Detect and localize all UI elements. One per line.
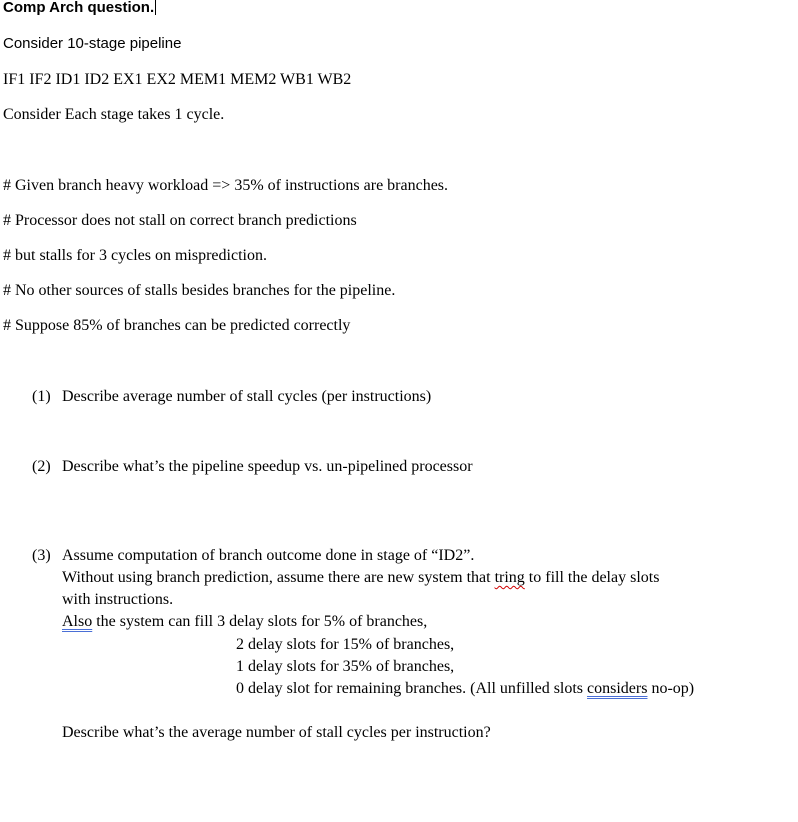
condition-line: # No other sources of stalls besides branches for the pipeline. [3,282,396,299]
question-3-line: 1 delay slots for 35% of branches, [236,658,455,675]
condition-line: # Suppose 85% of branches can be predicted correctly [3,317,351,334]
condition-line: # but stalls for 3 cycles on misprediction. [3,247,267,264]
document-title [3,0,156,18]
pipeline-stages: IF1 IF2 ID1 ID2 EX1 EX2 MEM1 MEM2 WB1 WB2 [3,71,352,88]
title-text: Comp Arch question. [3,0,155,16]
text-segment: to fill the delay slots [524,569,660,586]
question-number: (3) [32,547,51,564]
grammar-flag-word[interactable]: Also [62,613,93,630]
text-segment: the system can fill 3 delay slots for 5% of branches, [92,613,428,630]
question-3-line [62,612,427,632]
question-3-line [62,568,659,588]
text-segment: 0 delay slot for remaining branches. (All unfilled slots [236,680,588,697]
text-segment: no-op) [647,680,695,697]
question-3 [32,546,474,566]
question-3-line: with instructions. [62,591,174,608]
question-number: (2) [32,458,51,475]
question-1 [32,387,431,407]
question-text: Assume computation of branch outcome done in stage of “ID2”. [62,547,475,564]
intro-line: Consider 10-stage pipeline [3,35,182,52]
question-number: (1) [32,388,51,405]
spelling-error-word[interactable]: tring [494,569,525,586]
question-3-line [236,679,694,699]
grammar-flag-word[interactable]: considers [587,680,648,697]
stage-cycle-note: Consider Each stage takes 1 cycle. [3,106,225,123]
question-3-line: 2 delay slots for 15% of branches, [236,636,455,653]
question-text: Describe average number of stall cycles (per instructions) [62,388,432,405]
question-text: Describe what’s the pipeline speedup vs. un-pipelined processor [62,458,473,475]
question-2 [32,457,473,477]
text-segment: Without using branch prediction, assume there are new system that [62,569,495,586]
condition-line: # Given branch heavy workload => 35% of instructions are branches. [3,177,449,194]
condition-line: # Processor does not stall on correct branch predictions [3,212,357,229]
question-3-final: Describe what’s the average number of stall cycles per instruction? [62,724,491,741]
text-cursor [155,0,156,15]
